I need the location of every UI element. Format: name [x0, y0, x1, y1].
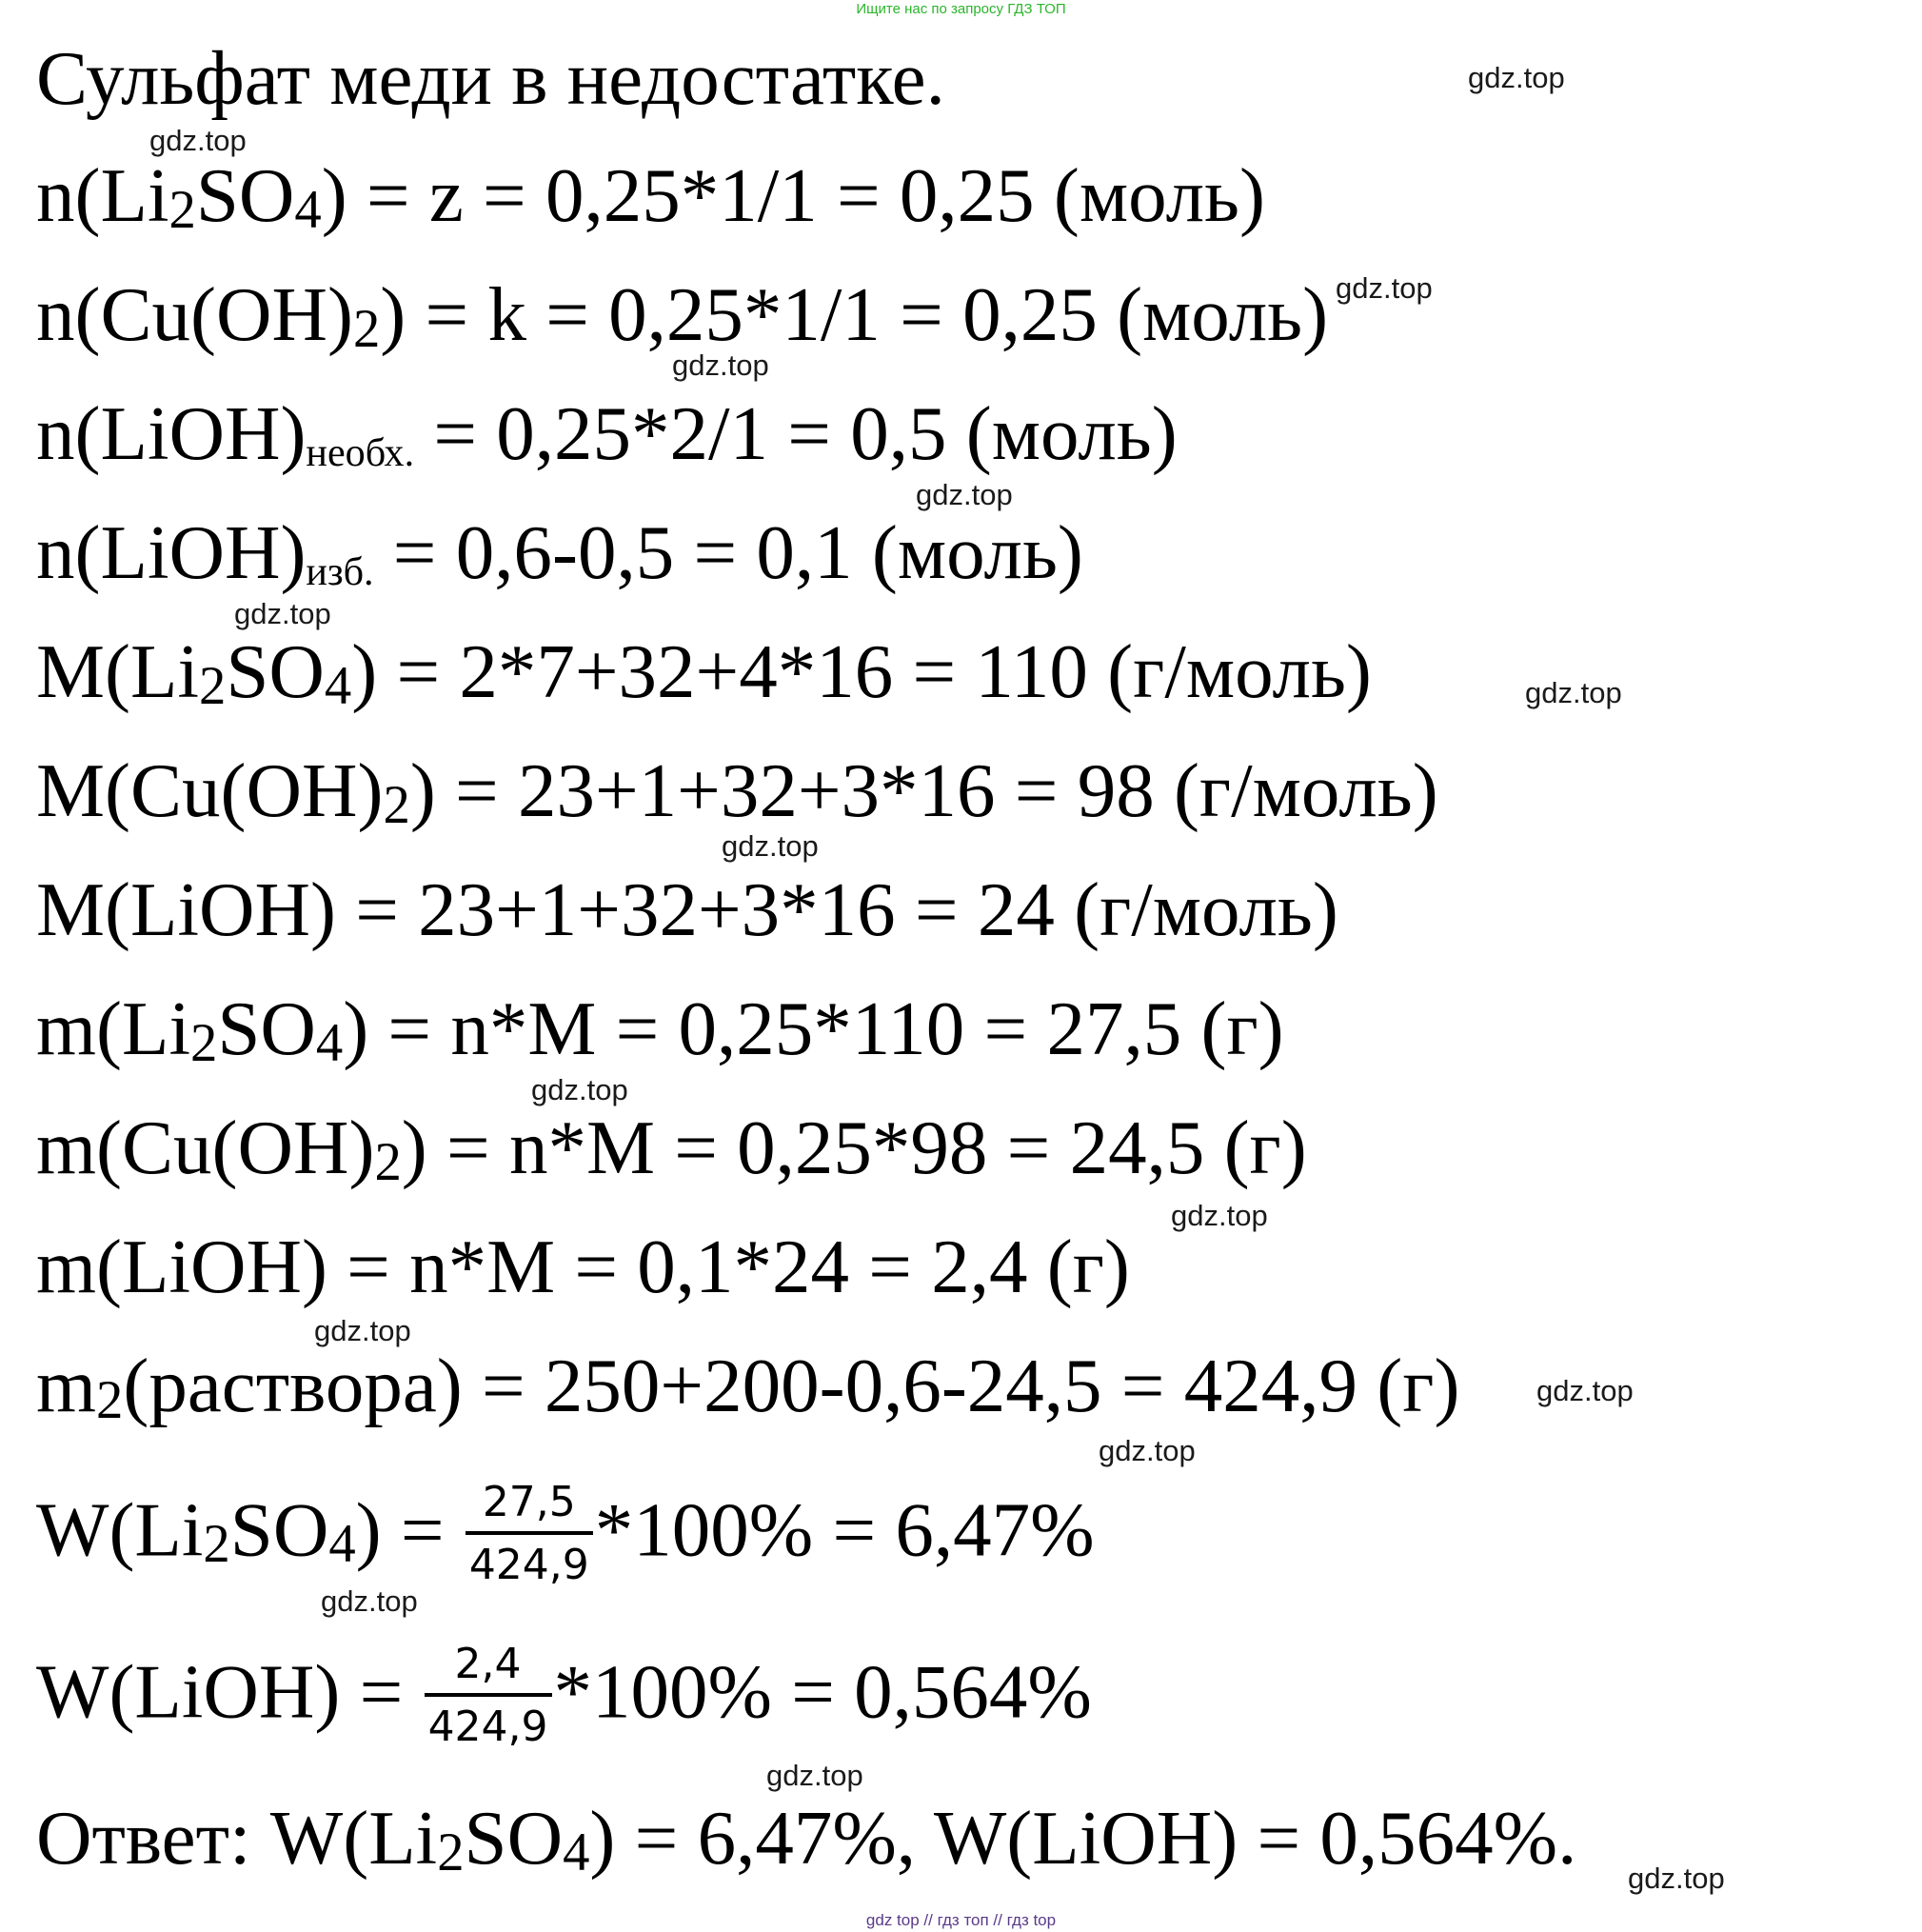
watermark: gdz.top [321, 1584, 418, 1618]
watermark: gdz.top [1525, 676, 1622, 709]
line-n-lioh-excess: n(LiOH)изб. = 0,6-0,5 = 0,1 (моль) [36, 509, 1083, 595]
watermark: gdz.top [149, 124, 247, 157]
watermark: gdz.top [1171, 1199, 1268, 1232]
footer: gdz top // гдз топ // гдз top [865, 1911, 1057, 1929]
line-mass-li2so4: $m(Li_2SO_4) = n*M = 0,25*110 = 27,5$ (г) [36, 986, 1284, 1073]
watermark: gdz.top [1536, 1374, 1634, 1407]
line-w-lioh: W(LiOH) = $\frac{2,4}{424,9}$ *100% = 0,564% [36, 1640, 1092, 1751]
watermark: gdz.top [314, 1314, 411, 1347]
watermark: gdz.top [1336, 271, 1433, 305]
fraction: $\frac{27,5}{424,9}$ [466, 1482, 593, 1586]
watermark: gdz.top [1099, 1434, 1196, 1467]
watermark: gdz.top [722, 829, 819, 863]
line-n-li2so4: $n(Li_2SO_4) = z = 0,25*1/1 = 0,25$ (моль) [36, 152, 1265, 240]
top-banner: Ищите нас по запросу ГДЗ ТОП [856, 1, 1066, 17]
line-n-lioh-needed: n(LiOH)необх. = 0,25*2/1 = 0,5 (моль) [36, 390, 1178, 476]
watermark: gdz.top [766, 1759, 863, 1792]
line-w-li2so4: $W(Li_2SO_4)$ = $\frac{27,5}{424,9}$ *100% = 6,47% [36, 1478, 1095, 1589]
line-m-molar-cuoh2: $M(Cu(OH)_2) = 23+1+32+3*16 = 98$ (г/моль) [36, 747, 1438, 835]
watermark: gdz.top [1468, 61, 1565, 94]
line-m-molar-lioh: M(LiOH) = 23+1+32+3*16 = 24 (г/моль) [36, 866, 1338, 952]
line-n-cuoh2: $n(Cu(OH)_2) = k = 0,25*1/1 = 0,25$ (моль) [36, 271, 1329, 359]
line-mass-solution: $m_2(раствора) = 250+200-0,6-24,5 = 424,9$ (г) [36, 1343, 1460, 1430]
watermark: gdz.top [672, 349, 769, 382]
watermark: gdz.top [234, 597, 331, 630]
line-mass-cuoh2: $m(Cu(OH)_2) = n*M = 0,25*98 = 24,5$ (г) [36, 1105, 1307, 1192]
answer-line: Ответ: $W(Li_2SO_4) = 6,47\%$, W(LiOH) = 0,564%. [36, 1795, 1577, 1882]
watermark: gdz.top [531, 1073, 628, 1106]
fraction: $\frac{2,4}{424,9}$ [425, 1643, 552, 1748]
line-m-molar-li2so4: $M(Li_2SO_4) = 2*7+32+4*16 = 110$ (г/моль) [36, 628, 1372, 716]
watermark: gdz.top [916, 478, 1013, 511]
line-mass-lioh: m(LiOH) = n*M = 0,1*24 = 2,4 (г) [36, 1224, 1130, 1309]
heading: Сульфат меди в недостатке. [36, 35, 945, 121]
watermark: gdz.top [1628, 1862, 1725, 1895]
